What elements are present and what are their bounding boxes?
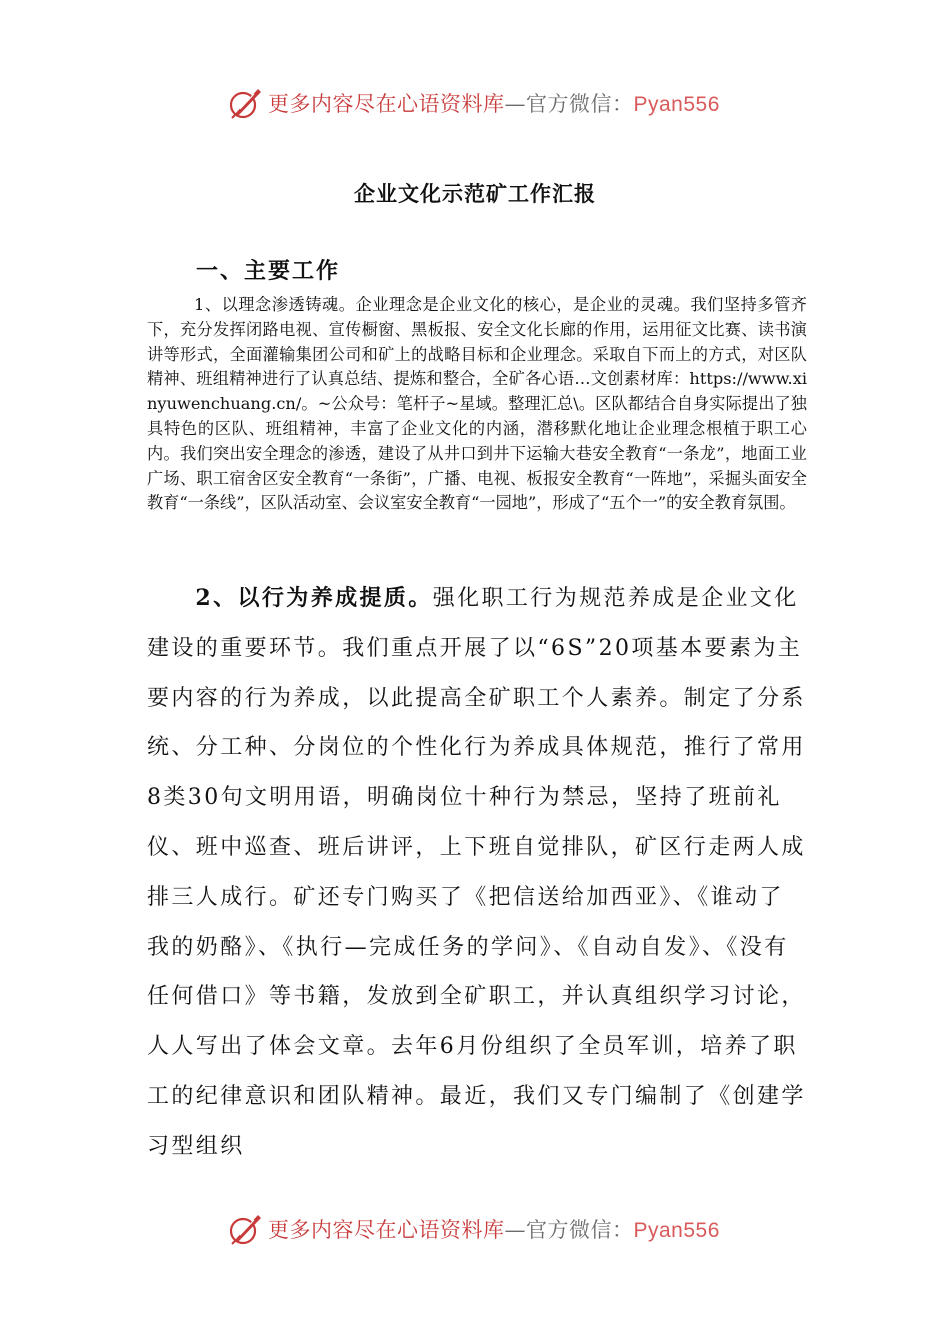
section-heading: 一、主要工作	[196, 258, 341, 284]
brand-main: 更多内容尽在心语资料库	[268, 92, 505, 116]
banner-text	[268, 1214, 720, 1244]
paragraph-2-lead: 2、以行为养成提质。	[195, 585, 433, 611]
footer-banner	[228, 1209, 748, 1249]
brand-sub: 官方微信：	[526, 92, 634, 116]
brand-main: 更多内容尽在心语资料库	[268, 1218, 505, 1242]
paragraph-1: 1、以理念渗透铸魂。企业理念是企业文化的核心，是企业的灵魂。我们坚持多管齐下，充分发挥闭路电视、宣传橱窗、黑板报、安全文化长廊的作用，运用征文比赛、读书演讲等形式，全面灌输集团公司和矿上的战略目标和企业理念。采取自下而上的方式，对区队精神、班组精神进行了认真总结、提炼和整合，全矿各心语…文创素材库：https://www.xinyuwenchuang.cn/。~公众号：笔杆子~星域。整理汇总\。区队都结合自身实际提出了独具特色的区队、班组精神，丰富了企业文化的内涵，潜移默化地让企业理念根植于职工心内。我们突出安全理念的渗透，建设了从井口到井下运输大巷安全教育“一条龙”，地面工业广场、职工宿舍区安全教育“一条街”，广播、电视、板报安全教育“一阵地”，采掘头面安全教育“一条线”，区队活动室、会议室安全教育“一园地”，形成了“五个一”的安全教育氛围。	[147, 295, 807, 513]
quill-pen-logo-icon	[228, 85, 264, 121]
banner-text	[268, 88, 720, 118]
paragraph-2	[147, 574, 807, 1172]
header-banner	[228, 83, 748, 123]
brand-sub: 官方微信：	[526, 1218, 634, 1242]
brand-id: Pyan556	[633, 93, 720, 116]
brand-id: Pyan556	[633, 1219, 720, 1242]
brand-separator: —	[504, 92, 526, 116]
brand-separator: —	[504, 1218, 526, 1242]
document-title: 企业文化示范矿工作汇报	[354, 181, 596, 206]
paragraph-2-body: 强化职工行为规范养成是企业文化建设的重要环节。我们重点开展了以“6S”20项基本要素为主要内容的行为养成，以此提高全矿职工个人素养。制定了分系统、分工种、分岗位的个性化行为养成具体规范，推行了常用8类30句文明用语，明确岗位十种行为禁忌，坚持了班前礼仪、班中巡查、班后讲评，上下班自觉排队，矿区行走两人成排三人成行。矿还专门购买了《把信送给加西亚》、《谁动了我的奶酪》、《执行—完成任务的学问》、《自动自发》、《没有任何借口》等书籍，发放到全矿职工，并认真组织学习讨论，人人写出了体会文章。去年6月份组织了全员军训，培养了职工的纪律意识和团队精神。最近，我们又专门编制了《创建学习型组织	[147, 586, 806, 1159]
quill-pen-logo-icon	[228, 1211, 264, 1247]
